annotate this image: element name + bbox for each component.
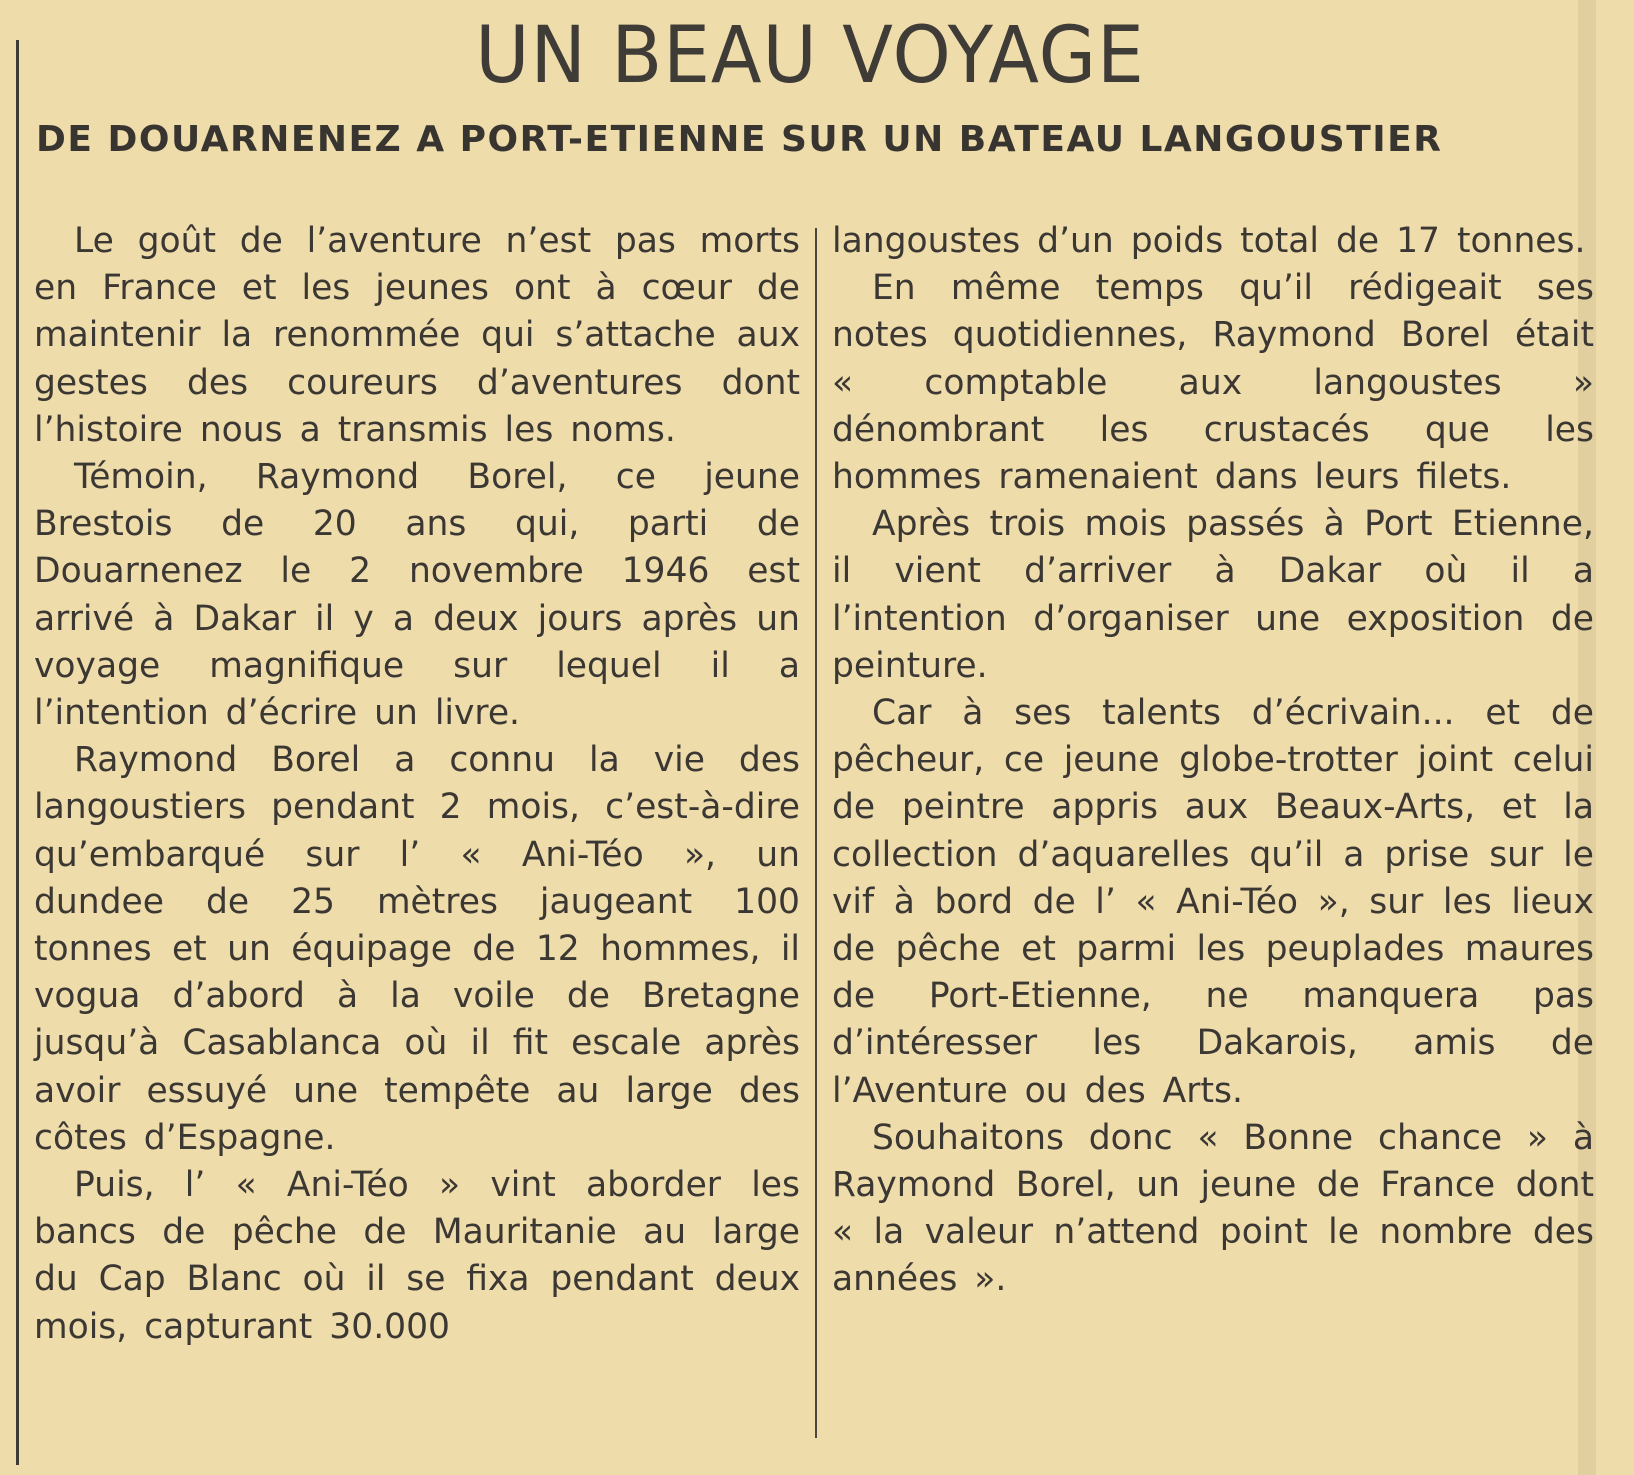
paragraph: En même temps qu’il rédigeait ses notes quotidiennes, Raymond Borel était « comptable aux langoustes » dénombrant les crustacés que les hommes ramenaient dans leurs filets. [832,268,1594,498]
paragraph: Raymond Borel a connu la vie des langoustiers pendant 2 mois, c’est-à-dire qu’embarqué sur l’ « Ani-Téo », un dundee de 25 mètres jaugeant 100 tonnes et un équipage de 12 hommes, il vogua d’abord à la voile de Bretagne jusqu’à Casablanca où il fit escale après avoir essuyé une tempête au large des côtes d’Espagne. [34,740,800,1158]
paragraph: Puis, l’ « Ani-Téo » vint aborder les bancs de pêche de Mauritanie au large du Cap Blanc où il se fixa pendant deux mois, capturant 30.000 [34,1165,800,1347]
right-text-column [832,218,1594,1304]
paragraph-continued: langoustes d’un poids total de 17 tonnes. [832,221,1586,261]
article-subheadline: DE DOUARNENEZ A PORT-ETIENNE SUR UN BATEAU LANGOUSTIER [36,119,1443,160]
paragraph: Après trois mois passés à Port Etienne, il vient d’arriver à Dakar où il a l’intention d’organiser une exposition de peinture. [832,504,1594,686]
paragraph: Le goût de l’aventure n’est pas morts en France et les jeunes ont à cœur de maintenir la renommée qui s’attache aux gestes des coureurs d’aventures dont l’histoire nous a transmis les noms. [34,221,800,450]
paragraph: Car à ses talents d’écrivain... et de pêcheur, ce jeune globe-trotter joint celui de peintre appris aux Beaux-Arts, et la collection d’aquarelles qu’il a prise sur le vif à bord de l’ « Ani-Téo », sur les lieux de pêche et parmi les peuplades maures de Port-Etienne, ne manquera pas d’intéresser les Dakarois, amis de l’Aventure ou des Arts. [832,693,1594,1111]
paragraph: Témoin, Raymond Borel, ce jeune Brestois de 20 ans qui, parti de Douarnenez le 2 novembre 1946 est arrivé à Dakar il y a deux jours après un voyage magnifique sur lequel il a l’intention d’écrire un livre. [34,457,800,734]
column-divider [815,228,817,1438]
left-column-rule [16,40,19,1465]
paragraph: Souhaitons donc « Bonne chance » à Raymond Borel, un jeune de France dont « la valeur n’attend point le nombre des années ». [832,1117,1594,1300]
left-text-column [34,218,800,1351]
article-headline: UN BEAU VOYAGE [475,11,1145,101]
